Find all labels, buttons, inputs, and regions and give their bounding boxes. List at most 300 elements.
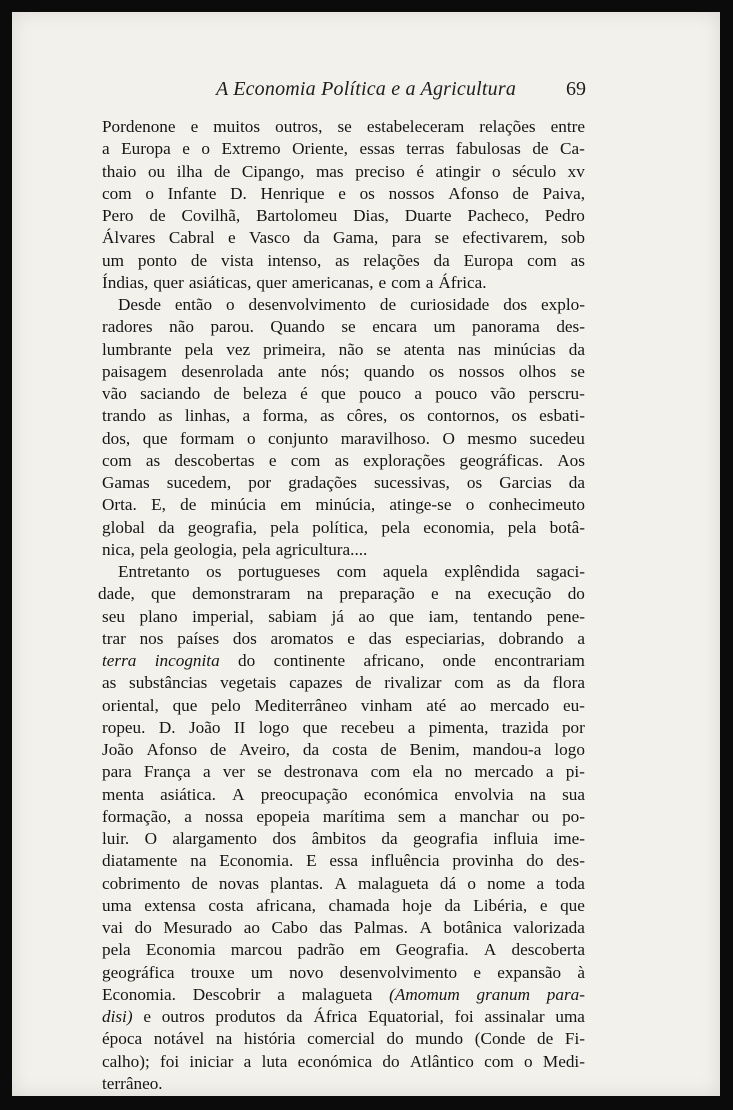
word: na [306, 584, 324, 604]
text-line [102, 1073, 585, 1095]
word: africano, [363, 651, 425, 670]
word: execução [487, 584, 552, 604]
word: é [416, 161, 425, 181]
word: eu- [562, 695, 585, 715]
text-line [102, 650, 585, 672]
word: africana, [256, 895, 316, 915]
text-line [102, 183, 585, 205]
word: essas [359, 139, 395, 159]
word: de [512, 183, 529, 203]
word: rivalizar [384, 673, 442, 693]
word: Gama, [333, 228, 379, 248]
word: terrâneo. [102, 1073, 163, 1093]
word: que [151, 584, 176, 604]
word: a [102, 139, 110, 159]
word: II [233, 717, 246, 737]
word: Mediterrâneo [254, 695, 348, 715]
text-line [102, 339, 585, 361]
word: novas [218, 873, 260, 893]
word: perscru- [528, 384, 585, 403]
word: Cabo [271, 918, 308, 937]
word: panorama [472, 317, 540, 337]
word: de [532, 139, 549, 159]
word: da [286, 1007, 303, 1026]
word: influia [493, 829, 539, 848]
word: Bartolomeu [256, 206, 338, 225]
word: Europa [121, 139, 171, 159]
word: malagueta [358, 873, 429, 893]
word: em [359, 940, 381, 960]
word: nas [457, 339, 481, 359]
word: do [567, 584, 585, 604]
word: da [433, 250, 450, 270]
word: Atlântico [409, 1051, 474, 1071]
word: ilha [176, 161, 203, 181]
word: radores [102, 317, 153, 337]
word: formam [180, 428, 235, 448]
word: fabulosas [455, 139, 521, 159]
word: de [537, 1029, 554, 1049]
word: Equatorial, [367, 1007, 444, 1026]
word: especiarias, [405, 628, 485, 648]
word: Pero [102, 206, 134, 225]
word: Índias, [102, 272, 149, 292]
word: valorizada [513, 918, 585, 937]
word: com [391, 272, 421, 292]
word: da [158, 517, 175, 537]
word: asiática. [160, 784, 216, 804]
text-line [102, 450, 585, 472]
word: e [338, 183, 346, 203]
word: expansão [497, 962, 562, 982]
word: Geografia. [395, 940, 469, 960]
word: descobertas [174, 450, 255, 470]
word: novo [289, 962, 324, 982]
word: e [228, 228, 236, 248]
page-sheet [12, 12, 720, 1096]
word: malagueta [301, 984, 373, 1004]
text-line [102, 717, 585, 739]
word: nós; [320, 361, 350, 381]
word: trouxe [190, 962, 235, 982]
word: na [190, 851, 207, 871]
text-line [102, 873, 585, 895]
word: em [280, 495, 302, 515]
word: disi) [102, 1007, 133, 1026]
word: beleza [242, 384, 287, 403]
text-line [102, 205, 585, 227]
word: envolvia [454, 784, 514, 804]
word: história [243, 1029, 296, 1049]
word: E, [151, 495, 166, 515]
word: Infante [167, 183, 217, 203]
word: explorações [363, 450, 446, 470]
word: atingir [435, 161, 481, 181]
word: Afonso [146, 740, 198, 759]
word: âmbitos [311, 829, 367, 848]
word: o [492, 161, 501, 181]
word: e [182, 139, 190, 159]
word: Entretanto [118, 562, 190, 581]
word: Economia [145, 940, 216, 960]
word: então [174, 295, 213, 314]
word: da [302, 740, 320, 759]
word: relações [479, 117, 536, 136]
word: iniciar [189, 1051, 234, 1071]
word: Desde [118, 295, 161, 314]
word: do [382, 1051, 400, 1071]
word: que [320, 384, 346, 403]
word: de [380, 740, 397, 759]
word: recebeu [340, 717, 395, 737]
word: gradações [288, 473, 357, 492]
word: a [184, 806, 192, 826]
text-line [102, 984, 585, 1006]
word: A [419, 918, 432, 937]
word: vez [226, 339, 251, 359]
word: seu [102, 606, 125, 626]
word: luir. [102, 829, 130, 848]
word: Paiva, [542, 183, 585, 203]
word: de [180, 495, 197, 515]
word: geográfica [102, 962, 175, 982]
word: marítima [322, 806, 385, 826]
word: os [399, 406, 415, 426]
word: Cabral [168, 228, 215, 248]
word: substâncias [129, 673, 208, 693]
word: geografia [413, 829, 478, 848]
word: E [306, 851, 317, 871]
word: quer [256, 272, 287, 292]
word: conhecimeuto [488, 495, 585, 515]
word: aquela [382, 562, 428, 581]
word: dos [272, 829, 297, 848]
word: cobrimento [102, 873, 181, 893]
word: as [335, 250, 350, 270]
word: côres, [346, 406, 388, 426]
text-line [102, 939, 585, 961]
word: quer [153, 272, 184, 292]
word: influência [370, 851, 440, 871]
word: Pordenone [102, 117, 176, 136]
word: e [347, 628, 355, 648]
word: paisagem [102, 361, 167, 381]
word: (Conde [474, 1029, 526, 1049]
word: século [512, 161, 557, 181]
word: a [407, 717, 416, 737]
word: botânica [443, 918, 502, 937]
word: Mesurado [163, 918, 233, 937]
word: muitos [213, 117, 261, 136]
word: (Amomum [389, 984, 460, 1004]
word: mesmo [467, 428, 518, 448]
word: incognita [154, 651, 220, 670]
word: e [378, 272, 387, 292]
text-line [102, 850, 585, 872]
word: do [238, 651, 256, 670]
word: mas [315, 161, 344, 181]
word: de [191, 873, 208, 893]
word: geográficas. [459, 450, 544, 470]
word: dobrando [498, 628, 564, 648]
word: logo [554, 740, 585, 759]
word: continente [273, 651, 346, 670]
word: trando [102, 406, 146, 426]
word: olhos [518, 361, 557, 381]
word: ropeu. [102, 717, 146, 737]
word: primeira, [263, 339, 326, 359]
word: os [359, 183, 375, 203]
word: por [248, 473, 272, 492]
word: preciso [355, 161, 405, 181]
word: iam, [428, 606, 459, 626]
word: D. [230, 183, 247, 203]
word: demonstraram [192, 584, 291, 604]
word: sob [561, 228, 585, 248]
word: se [376, 339, 391, 359]
word: Aos [557, 450, 585, 470]
word: tentando [473, 606, 533, 626]
word: pouco [359, 384, 402, 403]
word: economia, [423, 517, 495, 537]
word: e [539, 895, 548, 915]
word: já [331, 606, 344, 626]
word: a [202, 762, 211, 782]
word: Pedro [544, 206, 585, 225]
word: costa [208, 895, 244, 915]
word: Oriente, [292, 139, 348, 159]
word: Benim, [409, 740, 460, 759]
word: minúcias [493, 339, 556, 359]
word: África [313, 1007, 358, 1026]
word: ela [412, 762, 433, 782]
word: manchar [459, 806, 519, 826]
word: um [433, 317, 456, 337]
text-line [102, 250, 585, 272]
word: flora [552, 673, 585, 693]
word: nica, [102, 539, 135, 559]
word: calho); [102, 1051, 150, 1071]
word: um [102, 250, 124, 270]
word: destronava [283, 762, 359, 782]
text-line [102, 361, 585, 383]
word: um [250, 962, 273, 982]
word: logo [258, 717, 290, 737]
word: Economia. [219, 851, 294, 871]
word: com [102, 450, 132, 470]
word: a [438, 806, 447, 826]
text-line [102, 895, 585, 917]
text-line [102, 628, 585, 650]
word: para [102, 762, 132, 782]
word: vegetais [220, 673, 277, 693]
word: diatamente [102, 851, 178, 871]
word: Extremo [221, 139, 281, 159]
word: Orta. [102, 495, 137, 515]
word: atinge-se [389, 495, 452, 515]
word: que [302, 717, 328, 737]
word: e [268, 450, 277, 470]
word: os [466, 473, 483, 492]
word: com [102, 183, 132, 203]
word: de [213, 384, 230, 403]
word: encontrariam [494, 651, 585, 670]
word: des- [556, 317, 585, 337]
word: os [511, 406, 527, 426]
word: mercado [490, 695, 550, 715]
word: as [334, 450, 349, 470]
word: assinalar [484, 1007, 545, 1026]
word: económica [297, 1051, 373, 1071]
word: África. [438, 272, 487, 292]
word: ante [277, 361, 307, 381]
word: as [570, 250, 585, 270]
word: encara [372, 317, 418, 337]
word: ao [358, 606, 375, 626]
body-text [98, 116, 585, 1095]
text-line [102, 405, 585, 427]
word: se [337, 117, 352, 136]
word: de [190, 250, 208, 270]
word: nossos [458, 361, 505, 381]
word: mandou-a [472, 740, 542, 759]
word: padrão [297, 940, 345, 960]
text-line [102, 227, 585, 249]
word: oriental, [102, 695, 159, 715]
word: o [246, 428, 256, 448]
word: terras [406, 139, 445, 159]
word: o [524, 1051, 533, 1071]
text-line [98, 583, 585, 605]
word: ver [222, 762, 245, 782]
word: pela [507, 517, 537, 537]
word: não [338, 339, 364, 359]
word: americanas, [291, 272, 374, 292]
word: as [496, 673, 511, 693]
word: maravilhoso. [340, 428, 430, 448]
word: atenta [403, 339, 445, 359]
text-line [102, 761, 585, 783]
word: preocupação [260, 784, 348, 804]
word: com [290, 450, 321, 470]
word: Palmas. [353, 918, 408, 937]
word: A [334, 873, 347, 893]
word: e [473, 962, 481, 982]
word: sucessivas, [373, 473, 450, 492]
word: Quando [270, 317, 325, 337]
word: ao [460, 695, 477, 715]
word: A [232, 784, 245, 804]
word: Afonso [448, 183, 499, 203]
word: João [102, 740, 134, 759]
word: Aveiro, [239, 740, 290, 759]
word: sem [398, 806, 426, 826]
word: aromatos [270, 628, 334, 648]
text-line [102, 161, 585, 183]
word: luta [261, 1051, 288, 1071]
word: curiosidade [410, 295, 490, 314]
word: explo- [541, 295, 585, 314]
word: Medi- [542, 1051, 585, 1071]
word: Pacheco, [467, 206, 529, 225]
word: pela [270, 517, 299, 537]
word: vista [220, 250, 254, 270]
word: o [201, 139, 210, 159]
text-line [102, 472, 585, 494]
text-line [102, 561, 585, 583]
word: pela [242, 539, 271, 559]
word: plano [139, 606, 178, 626]
word: até [426, 695, 447, 715]
word: trazida [501, 717, 549, 737]
word: pela [381, 517, 410, 537]
word: marcou [230, 940, 283, 960]
word: a [243, 1051, 252, 1071]
word: outros, [275, 117, 323, 136]
word: vai [102, 918, 123, 937]
word: Garcias [499, 473, 552, 492]
word: nos [139, 628, 164, 648]
word: com [484, 1051, 514, 1071]
word: uma [555, 1007, 585, 1026]
word: hoje [402, 895, 432, 915]
word: pela [139, 539, 169, 559]
word: de [149, 206, 166, 225]
text-line [102, 428, 585, 450]
word: conjunto [268, 428, 329, 448]
word: a [277, 984, 285, 1004]
word: Europa [463, 250, 514, 270]
word: não [169, 317, 194, 337]
word: asiáticas, [188, 272, 252, 292]
word: o [226, 295, 235, 314]
word: foi [160, 1051, 180, 1071]
word: época [102, 1029, 143, 1049]
word: pi- [565, 762, 585, 782]
word: mercado [474, 762, 534, 782]
word: nome [487, 873, 526, 893]
word: dos [503, 295, 528, 314]
word: imperial, [192, 606, 254, 626]
text-line [102, 517, 585, 539]
word: que [389, 606, 414, 626]
word: vão [102, 384, 127, 403]
word: produtos [215, 1007, 276, 1026]
word: portugueses [238, 562, 321, 581]
word: política, [312, 517, 369, 537]
word: outros [161, 1007, 205, 1026]
word: e [143, 1007, 151, 1026]
text-line [102, 806, 585, 828]
word: do [386, 1029, 404, 1049]
word: nossa [205, 806, 244, 826]
word: notável [153, 1029, 205, 1049]
word: relações [363, 250, 420, 270]
word: dade, [98, 584, 135, 604]
word: minúcia, [315, 495, 376, 515]
word: desenrolada [181, 361, 264, 381]
word: parou. [210, 317, 254, 337]
word: dos [232, 628, 257, 648]
text-line [102, 383, 585, 405]
word: vão [490, 384, 516, 403]
word: à [577, 962, 585, 982]
word: dos, [102, 428, 131, 448]
running-title: A Economia Política e a Agricultura [215, 78, 517, 100]
text-line [102, 672, 585, 694]
word: com [527, 250, 557, 270]
word: se [257, 762, 272, 782]
